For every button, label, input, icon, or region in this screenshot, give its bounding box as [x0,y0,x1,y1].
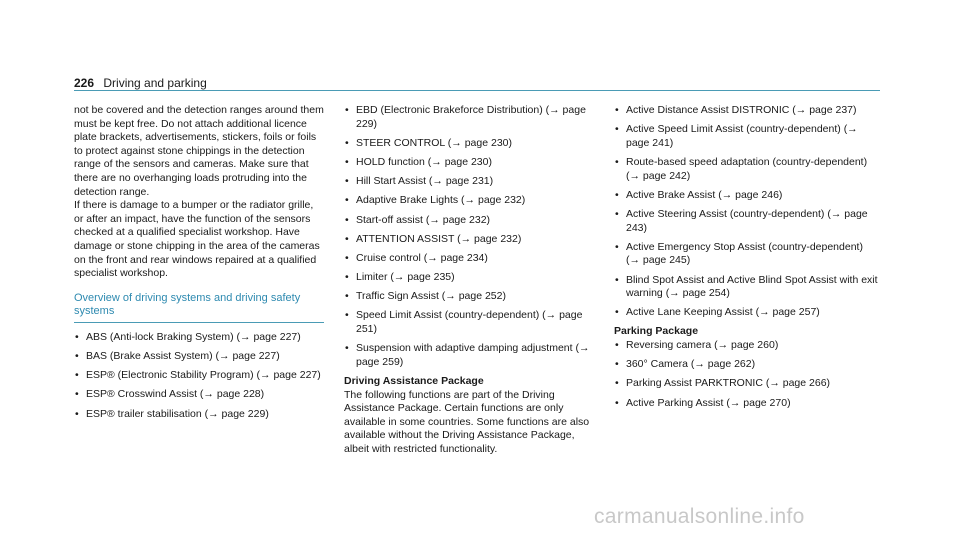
systems-list [344,104,599,369]
list-item[interactable]: • Active Speed Limit Assist (country-dependent) (→ page 241) [614,123,879,150]
list-item[interactable]: • EBD (Electronic Brakeforce Distribution) (→ page 229) [344,104,599,131]
watermark: carmanualsonline.info [594,505,805,528]
list-item[interactable]: • Blind Spot Assist and Active Blind Spot Assist with exit warning (→ page 254) [614,274,879,301]
list-item[interactable]: • Route-based speed adaptation (country-dependent) (→ page 242) [614,156,879,183]
list-item[interactable]: • ESP® trailer stabilisation (→ page 229) [74,408,324,422]
page-number: 226 [74,76,95,90]
list-item[interactable]: • Start-off assist (→ page 232) [344,214,599,228]
list-item[interactable]: • ESP® (Electronic Stability Program) (→ page 227) [74,369,324,383]
list-item[interactable]: • Speed Limit Assist (country-dependent) (→ page 251) [344,309,599,336]
subheading-parking-package: Parking Package [614,325,699,338]
list-item[interactable]: • Reversing camera (→ page 260) [614,339,879,353]
header-divider [74,90,880,91]
parking-package-list [614,339,879,410]
list-item[interactable]: • Traffic Sign Assist (→ page 252) [344,290,599,304]
list-item[interactable]: • Adaptive Brake Lights (→ page 232) [344,194,599,208]
list-item[interactable]: • Hill Start Assist (→ page 231) [344,175,599,189]
driving-assistance-list [614,104,879,320]
list-item[interactable]: • Active Steering Assist (country-dependent) (→ page 243) [614,208,879,235]
column-right [614,104,879,416]
systems-list [74,331,324,421]
list-item[interactable]: • Cruise control (→ page 234) [344,252,599,266]
column-left [74,104,324,427]
list-item[interactable]: • 360° Camera (→ page 262) [614,358,879,372]
list-item[interactable]: • BAS (Brake Assist System) (→ page 227) [74,350,324,364]
package-paragraph: The following functions are part of the Driving Assistance Package. Certain functions are only available in some countries. Some functions are also available without the Driving Assistance Package, albeit with restricted functionality. [344,388,590,455]
list-item[interactable]: • ABS (Anti-lock Braking System) (→ page 227) [74,331,324,345]
section-title: Overview of driving systems and driving safety systems [74,291,301,318]
intro-paragraph: If there is damage to a bumper or the radiator grille, or after an impact, have the function of the sensors checked at a qualified specialist workshop. Have damage or stone chipping in the area of the cameras on the front and rear windows repaired at a qualified specialist workshop. [74,199,320,280]
list-item[interactable]: • Parking Assist PARKTRONIC (→ page 266) [614,377,879,391]
list-item[interactable]: • Suspension with adaptive damping adjustment (→ page 259) [344,342,599,369]
chapter-title: Driving and parking [103,76,207,90]
list-item[interactable]: • Active Lane Keeping Assist (→ page 257) [614,306,879,320]
list-item[interactable]: • Limiter (→ page 235) [344,271,599,285]
column-middle [344,104,599,457]
list-item[interactable]: • Active Brake Assist (→ page 246) [614,189,879,203]
list-item[interactable]: • ATTENTION ASSIST (→ page 232) [344,233,599,247]
intro-paragraph: not be covered and the detection ranges around them must be kept free. Do not attach additional licence plate brackets, advertisements, stickers, foils or foils to protect against stone chippings in the detection range of the sensors and cameras. Make sure that there are no overhanging loads protruding into the detection range. [74,104,324,198]
page-header [74,76,207,90]
list-item[interactable]: • ESP® Crosswind Assist (→ page 228) [74,388,324,402]
list-item[interactable]: • Active Parking Assist (→ page 270) [614,397,879,411]
list-item[interactable]: • HOLD function (→ page 230) [344,156,599,170]
list-item[interactable]: • Active Distance Assist DISTRONIC (→ page 237) [614,104,879,118]
section-divider [74,322,324,323]
list-item[interactable]: • Active Emergency Stop Assist (country-dependent) (→ page 245) [614,241,879,268]
list-item[interactable]: • STEER CONTROL (→ page 230) [344,137,599,151]
subheading-driving-assistance: Driving Assistance Package [344,375,484,388]
